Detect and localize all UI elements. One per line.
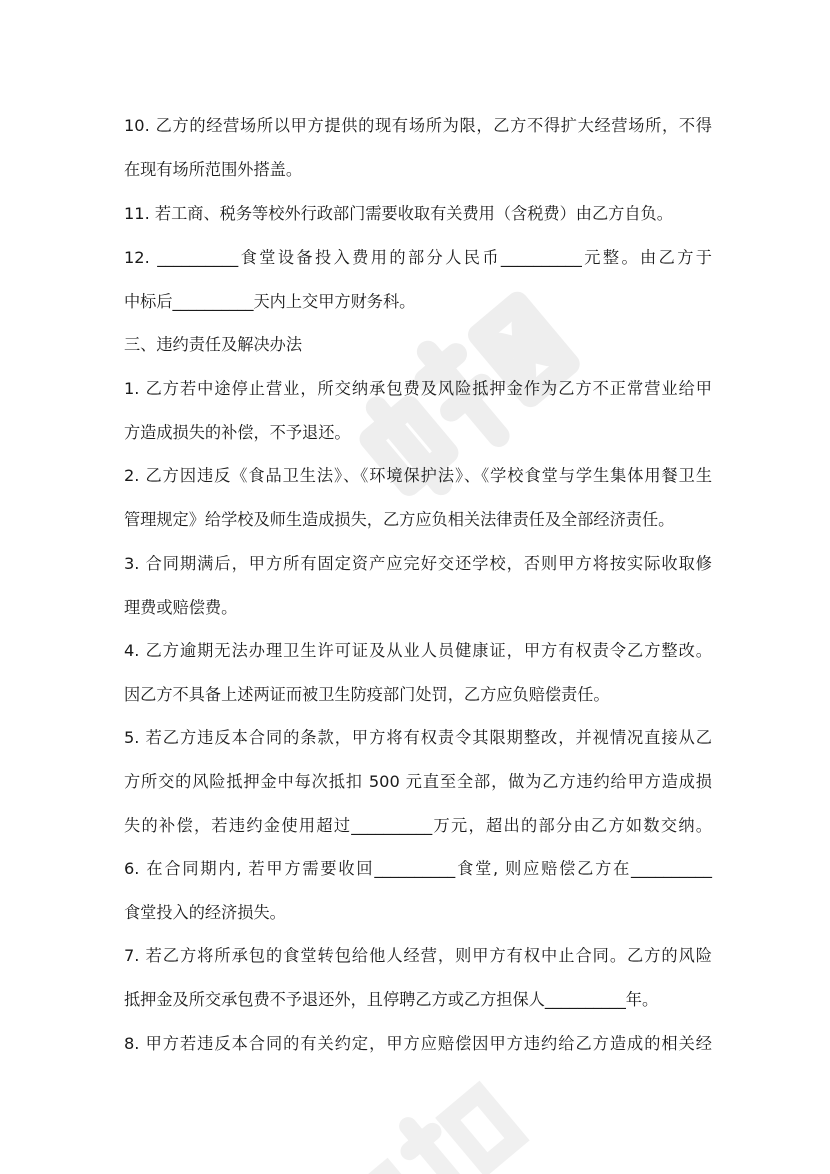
- breach-2-line-2: 管理规定》给学校及师生造成损失，乙方应负相关法律责任及全部经济责任。: [124, 510, 675, 529]
- clause-10-line-1: 10. 乙方的经营场所以甲方提供的现有场所为限，乙方不得扩大经营场所，不得: [124, 116, 712, 135]
- breach-3-line-1: 3. 合同期满后，甲方所有固定资产应完好交还学校，否则甲方将按实际收取修: [124, 554, 712, 573]
- breach-5-line-1: 5. 若乙方违反本合同的条款，甲方将有权责令其限期整改，并视情况直接从乙: [124, 728, 712, 747]
- breach-3-line-2: 理费或赔偿费。: [124, 598, 238, 617]
- clause-12-line-2: 中标后__________天内上交甲方财务科。: [124, 292, 416, 311]
- clause-12-line-1: 12. __________食堂设备投入费用的部分人民币__________元整。由乙方于: [124, 248, 712, 267]
- clause-11-line-1: 11. 若工商、税务等校外行政部门需要收取有关费用（含税费）由乙方自负。: [124, 204, 673, 223]
- section-heading-breach: 三、违约责任及解决办法: [124, 335, 303, 354]
- breach-7-line-2: 抵押金及所交承包费不予退还外，且停聘乙方或乙方担保人__________年。: [124, 990, 659, 1009]
- breach-4-line-1: 4. 乙方逾期无法办理卫生许可证及从业人员健康证，甲方有权责令乙方整改。: [124, 641, 712, 660]
- breach-5-line-2: 方所交的风险抵押金中每次抵扣 500 元直至全部，做为乙方违约给甲方造成损: [124, 772, 712, 791]
- watermark-logo-bottom-icon: [330, 1060, 530, 1174]
- breach-6-line-1: 6. 在合同期内, 若甲方需要收回__________食堂, 则应赔偿乙方在__________: [124, 859, 712, 878]
- clause-10-line-2: 在现有场所范围外搭盖。: [124, 160, 303, 179]
- breach-8-line-1: 8. 甲方若违反本合同的有关约定，甲方应赔偿因甲方违约给乙方造成的相关经: [124, 1034, 712, 1053]
- breach-4-line-2: 因乙方不具备上述两证而被卫生防疫部门处罚，乙方应负赔偿责任。: [124, 685, 610, 704]
- breach-6-line-2: 食堂投入的经济损失。: [124, 903, 286, 922]
- breach-1-line-1: 1. 乙方若中途停止营业，所交纳承包费及风险抵押金作为乙方不正常营业给甲: [124, 379, 712, 398]
- breach-7-line-1: 7. 若乙方将所承包的食堂转包给他人经营，则甲方有权中止合同。乙方的风险: [124, 946, 712, 965]
- breach-2-line-1: 2. 乙方因违反《食品卫生法》、《环境保护法》、《学校食堂与学生集体用餐卫生: [124, 466, 712, 485]
- breach-5-line-3: 失的补偿，若违约金使用超过__________万元，超出的部分由乙方如数交纳。: [124, 816, 712, 835]
- breach-1-line-2: 方造成损失的补偿，不予退还。: [124, 423, 351, 442]
